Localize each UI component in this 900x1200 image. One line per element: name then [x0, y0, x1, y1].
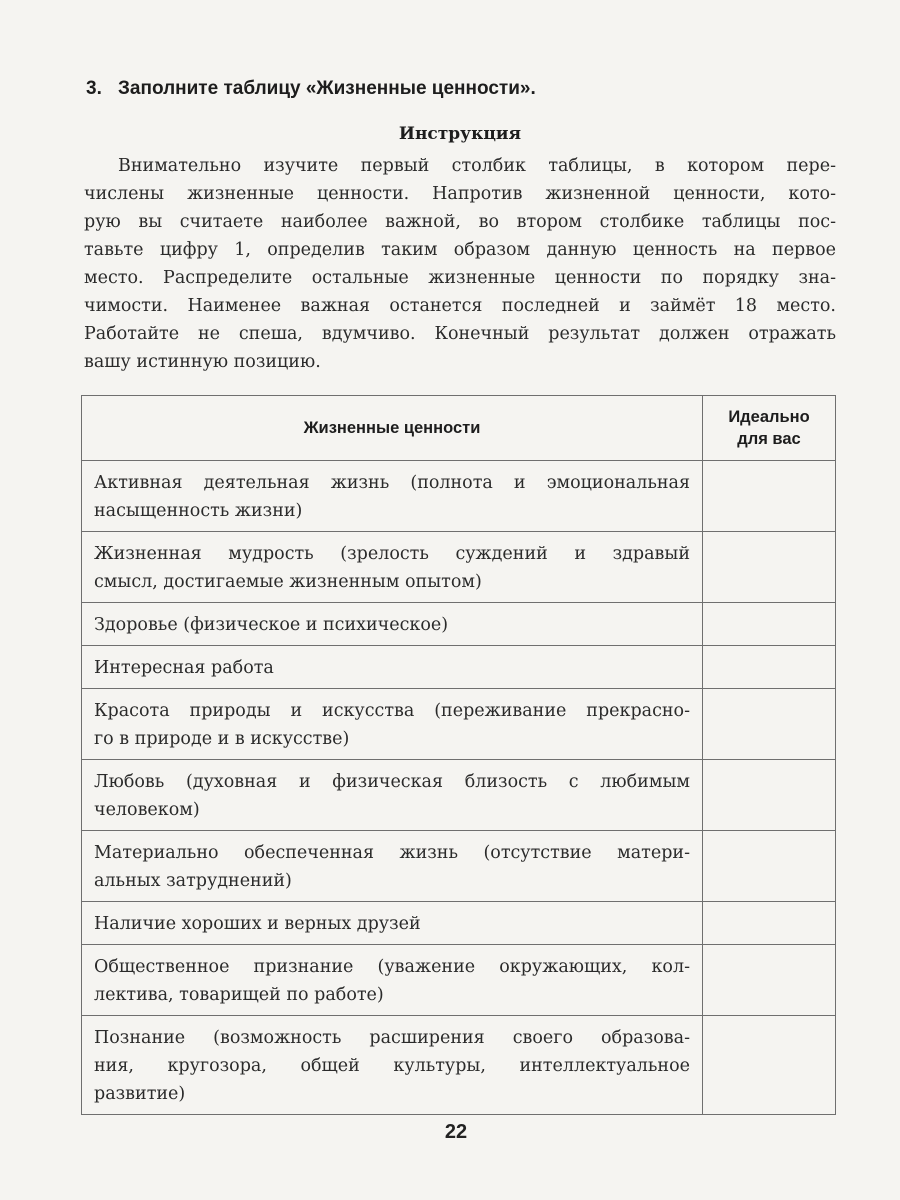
ideal-rank-cell[interactable] — [703, 689, 836, 760]
table-row — [82, 831, 836, 902]
life-value-cell — [82, 945, 703, 1016]
life-value-cell — [82, 902, 703, 945]
header-ideal-line: для вас — [737, 430, 801, 448]
life-value-line: Интересная работа — [94, 658, 274, 678]
instruction-heading: Инструкция — [398, 124, 522, 144]
life-value-line: ния, кругозора, общей культуры, интеллектуальное — [94, 1056, 690, 1076]
ideal-rank-cell[interactable] — [703, 1016, 836, 1115]
life-value-line: Активная деятельная жизнь (полнота и эмоциональная — [94, 473, 690, 493]
table-header-row — [82, 396, 836, 461]
ideal-rank-cell[interactable] — [703, 760, 836, 831]
life-value-cell — [82, 461, 703, 532]
instruction-line: Внимательно изучите первый столбик таблицы, в котором пере- — [118, 156, 836, 176]
table-row — [82, 646, 836, 689]
table-row — [82, 461, 836, 532]
life-value-cell — [82, 603, 703, 646]
ideal-rank-cell[interactable] — [703, 831, 836, 902]
life-value-line: Жизненная мудрость (зрелость суждений и здравый — [94, 544, 690, 564]
table-row — [82, 689, 836, 760]
header-ideal-line: Идеально — [728, 408, 810, 426]
ideal-rank-cell[interactable] — [703, 945, 836, 1016]
life-value-line: альных затруднений) — [94, 871, 292, 891]
instruction-line: тавьте цифру 1, определив таким образом данную ценность на первое — [84, 240, 836, 260]
life-value-cell — [82, 760, 703, 831]
table-row — [82, 945, 836, 1016]
life-value-cell — [82, 689, 703, 760]
table-row — [82, 760, 836, 831]
header-ideal-for-you — [703, 396, 836, 461]
ideal-rank-cell[interactable] — [703, 902, 836, 945]
page-number: 22 — [444, 1121, 468, 1143]
instruction-line: место. Распределите остальные жизненные ценности по порядку зна- — [84, 268, 836, 288]
task-title — [86, 78, 536, 100]
ideal-rank-cell[interactable] — [703, 646, 836, 689]
life-value-cell — [82, 532, 703, 603]
instruction-line: рую вы считаете наиболее важной, во втором столбике таблицы пос- — [84, 212, 836, 232]
ideal-rank-cell[interactable] — [703, 532, 836, 603]
ideal-rank-cell[interactable] — [703, 603, 836, 646]
ideal-rank-cell[interactable] — [703, 461, 836, 532]
life-value-line: Познание (возможность расширения своего образова- — [94, 1028, 690, 1048]
life-value-cell — [82, 831, 703, 902]
instruction-line: вашу истинную позицию. — [84, 352, 321, 372]
table-row — [82, 603, 836, 646]
life-value-line: Материально обеспеченная жизнь (отсутствие матери- — [94, 843, 690, 863]
life-value-cell — [82, 646, 703, 689]
life-value-line: Наличие хороших и верных друзей — [94, 914, 421, 934]
task-title-text: Заполните таблицу «Жизненные ценности». — [118, 78, 536, 99]
header-life-values: Жизненные ценности — [82, 396, 703, 461]
life-value-line: насыщенность жизни) — [94, 501, 303, 521]
life-value-line: развитие) — [94, 1084, 186, 1104]
life-value-line: лектива, товарищей по работе) — [94, 985, 384, 1005]
life-values-table — [81, 395, 836, 1115]
instruction-text — [84, 152, 836, 376]
table-row — [82, 532, 836, 603]
table-row — [82, 1016, 836, 1115]
life-value-cell — [82, 1016, 703, 1115]
life-value-line: Общественное признание (уважение окружающих, кол- — [94, 957, 690, 977]
instruction-line: числены жизненные ценности. Напротив жизненной ценности, кото- — [84, 184, 836, 204]
life-value-line: Любовь (духовная и физическая близость с любимым — [94, 772, 690, 792]
task-number: 3. — [86, 78, 102, 99]
life-value-line: го в природе и в искусстве) — [94, 729, 350, 749]
life-value-line: Здоровье (физическое и психическое) — [94, 615, 449, 635]
life-value-line: Красота природы и искусства (переживание прекрасно- — [94, 701, 690, 721]
table-row — [82, 902, 836, 945]
instruction-line: Работайте не спеша, вдумчиво. Конечный результат должен отражать — [84, 324, 836, 344]
life-value-line: смысл, достигаемые жизненным опытом) — [94, 572, 482, 592]
instruction-line: чимости. Наименее важная останется последней и займёт 18 место. — [84, 296, 836, 316]
life-value-line: человеком) — [94, 800, 200, 820]
